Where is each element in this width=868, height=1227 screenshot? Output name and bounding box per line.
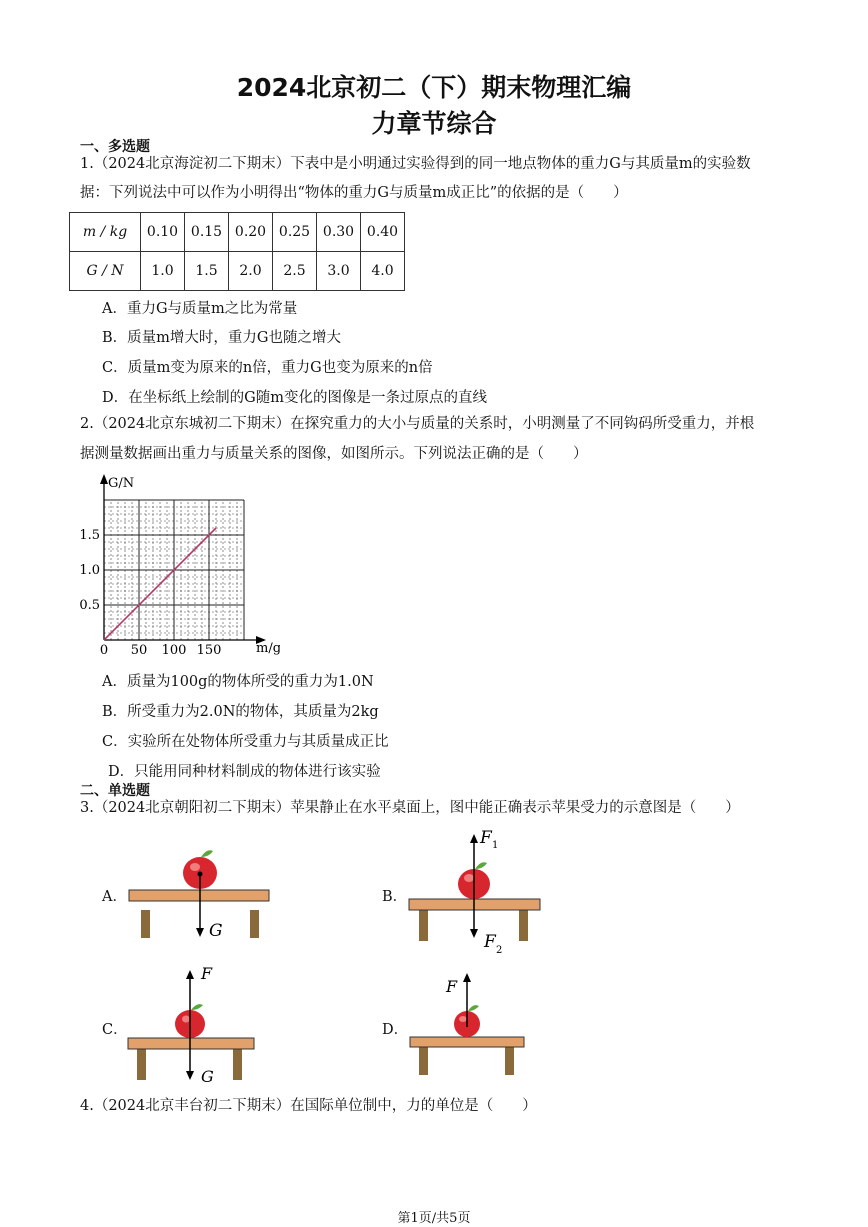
question-2-line-1: 2.（2024北京东城初二下期末）在探究重力的大小与质量的关系时，小明测量了不同钩码所受重力，并根 [80,416,755,432]
force-label-f2-subscript: 2 [496,945,503,956]
force-label-f: F [446,977,458,996]
q2-option-b: B．所受重力为2.0N的物体，其质量为2kg [102,704,379,720]
q2-option-c: C．实验所在处物体所受重力与其质量成正比 [102,734,389,750]
mass-weight-table [69,212,405,291]
table-leg [137,1048,146,1080]
chart-svg [70,470,280,665]
table-row [70,252,405,291]
table-cell: 0.25 [273,213,317,252]
q2-option-d: D．只能用同种材料制成的物体进行该实验 [108,764,381,780]
table-header-weight: G / N [70,252,141,291]
page-subtitle: 力章节综合 [371,109,497,138]
q3-figure-b [405,823,550,962]
table-header-mass: m / kg [70,213,141,252]
x-tick-label: 0 [99,643,109,658]
q2-option-a: A．质量为100g的物体所受的重力为1.0N [102,674,374,690]
table-cell: 1.0 [141,252,185,291]
table-leg [505,1047,514,1075]
x-axis-label: m/g [256,641,280,656]
x-tick-label: 50 [130,643,148,658]
table-cell: 2.5 [273,252,317,291]
x-tick-label: 150 [196,643,222,658]
gravity-mass-chart [70,470,280,669]
force-label-f: F [201,964,213,983]
question-2-line-2: 据测量数据画出重力与质量关系的图像，如图所示。下列说法正确的是（ ） [80,446,588,462]
table-cell: 4.0 [361,252,405,291]
table-row [70,213,405,252]
q3-option-c-label: C． [102,1022,128,1038]
question-1-line-2: 据：下列说法中可以作为小明得出“物体的重力G与质量m成正比”的依据的是（ ） [80,185,628,201]
q1-option-b: B．质量m增大时，重力G也随之增大 [102,330,341,346]
table-cell: 0.15 [185,213,229,252]
table-leg [419,1047,428,1075]
q3-option-a-label: A． [102,889,127,905]
x-tick-label: 100 [161,643,187,658]
q3-figure-c [125,962,265,1091]
y-axis-label: G/N [108,476,135,491]
y-tick-label: 1.0 [79,563,100,578]
table-cell: 0.10 [141,213,185,252]
question-4-line-1: 4.（2024北京丰台初二下期末）在国际单位制中，力的单位是（ ） [80,1098,537,1114]
q1-option-c: C．质量m变为原来的n倍，重力G也变为原来的n倍 [102,360,433,376]
table-leg [141,910,150,938]
force-label-f1: F [480,828,492,848]
table-cell: 2.0 [229,252,273,291]
q3-figure-d [405,965,535,1084]
table-cell: 3.0 [317,252,361,291]
table-cell: 1.5 [185,252,229,291]
q1-option-a: A．重力G与质量m之比为常量 [102,301,298,317]
force-label-f2: F [484,932,496,952]
q3-option-b-label: B． [382,889,408,905]
table-cell: 0.30 [317,213,361,252]
table-top [410,1037,524,1047]
question-1-line-1: 1.（2024北京海淀初二下期末）下表中是小明通过实验得到的同一地点物体的重力G与其质量m的实验数 [80,156,751,172]
force-label-g: G [209,921,223,941]
y-tick-label: 1.5 [79,528,100,543]
table-cell: 0.20 [229,213,273,252]
table-leg [419,909,428,941]
q3-figure-a [125,840,285,949]
table-leg [233,1048,242,1080]
page-number: 第1页/共5页 [397,1211,471,1226]
section-heading-multiple-choice: 一、多选题 [80,139,150,155]
force-label-f1-subscript: 1 [492,840,499,851]
table-leg [250,910,259,938]
q3-option-d-label: D． [382,1022,409,1038]
y-tick-label: 0.5 [79,598,100,613]
y-axis-arrow [100,474,108,484]
table-leg [519,909,528,941]
table-top [129,890,269,901]
section-heading-single-choice: 二、单选题 [80,783,150,799]
q1-option-d: D．在坐标纸上绘制的G随m变化的图像是一条过原点的直线 [102,390,487,406]
table-cell: 0.40 [361,213,405,252]
table-top [128,1038,254,1049]
question-3-line-1: 3.（2024北京朝阳初二下期末）苹果静止在水平桌面上，图中能正确表示苹果受力的示意图是（ ） [80,800,740,816]
page-title: 2024北京初二（下）期末物理汇编 [236,73,632,102]
force-label-g: G [201,1067,214,1086]
